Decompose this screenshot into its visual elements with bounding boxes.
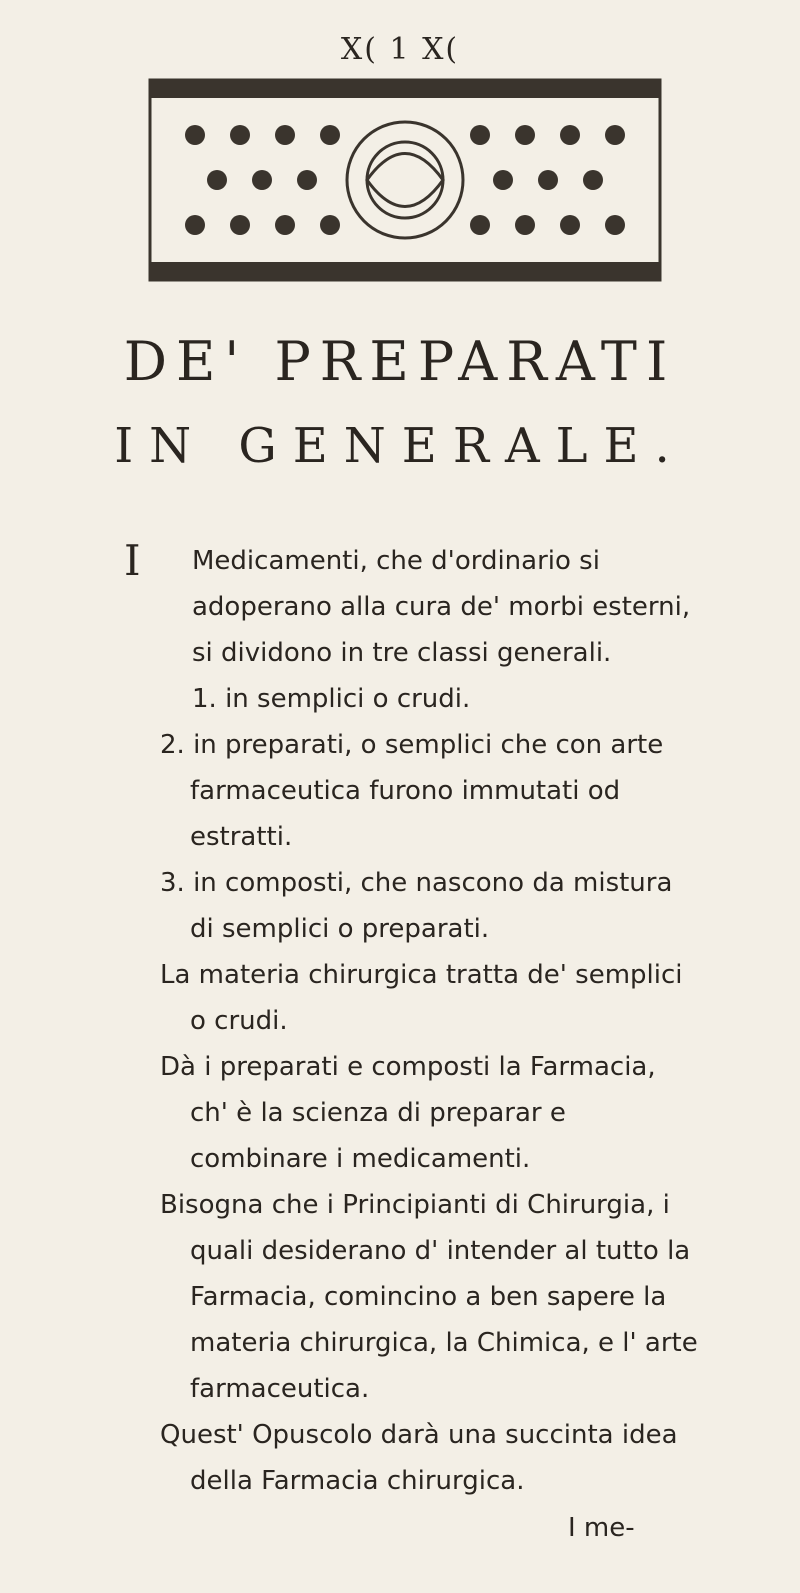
paragraph-1: Medicamenti, che d'ordinario si adoperano alla cura de' morbi esterni, si dividono in tre classi generali. [192, 546, 691, 668]
paragraph-5: La materia chirurgica tratta de' semplici o crudi. [160, 960, 683, 1036]
catchword: I me- [568, 1513, 635, 1543]
paragraph-4: 3. in composti, che nascono da mistura di semplici o preparati. [160, 868, 673, 944]
paragraph-2: 1. in semplici o crudi. [192, 684, 471, 714]
page-number: X( 1 X( [340, 32, 460, 67]
body-text [160, 538, 700, 1504]
paragraph-6: Dà i preparati e composti la Farmacia, ch' è la scienza di preparar e combinare i medicamenti. [160, 1052, 656, 1174]
decorative-headpiece [145, 75, 665, 285]
paragraph-3: 2. in preparati, o semplici che con arte farmaceutica furono immutati od estratti. [160, 730, 664, 852]
title-line-1: DE' PREPARATI [123, 330, 677, 393]
drop-cap: I [124, 536, 141, 585]
paragraph-7: Bisogna che i Principianti di Chirurgia, i quali desiderano d' intender al tutto la Farmacia, comincino a ben sapere la materia chirurgica, la Chimica, e l' arte farmaceutica. [160, 1190, 698, 1404]
paragraph-8: Quest' Opuscolo darà una succinta idea della Farmacia chirurgica. [160, 1420, 678, 1496]
title-line-2: IN GENERALE. [114, 418, 686, 474]
